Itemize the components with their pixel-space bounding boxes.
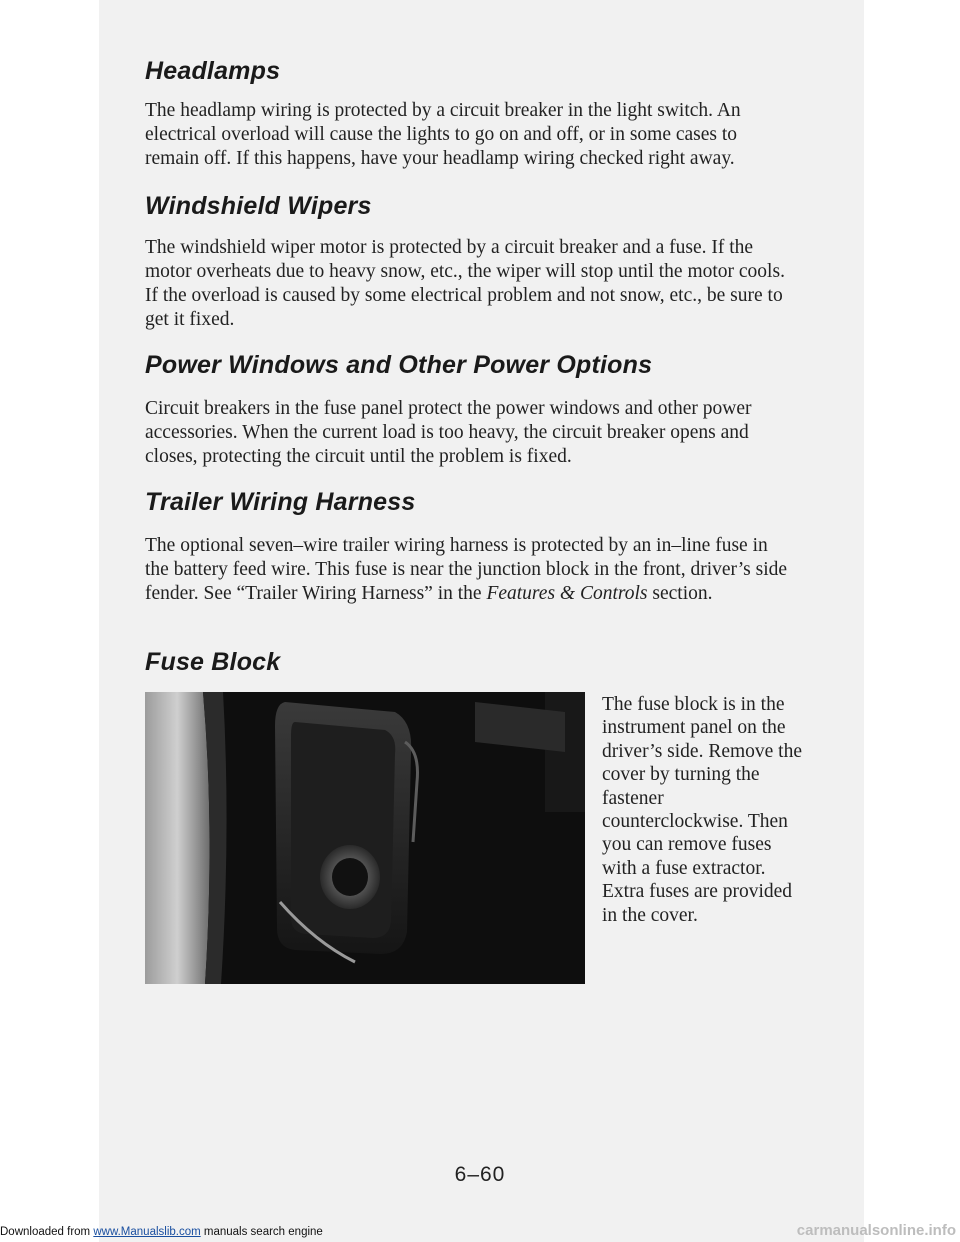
paragraph-trailer-text-1: The optional seven–wire trailer wiring harness is protected by an in–line fuse in the battery feed wire. This fuse is near the junction block in the front, driver’s side fender. See “Trailer Wiring Harness” in the (145, 535, 788, 604)
manual-page (99, 0, 864, 1242)
paragraph-fuse-block: The fuse block is in the instrument panel on the driver’s side. Remove the cover by turning the fastener counterclockwise. Then you can remove fuses with a fuse extractor. Extra fuses are provided in the cover. (602, 694, 803, 926)
paragraph-power-windows: Circuit breakers in the fuse panel protect the power windows and other power accessories. When the current load is too heavy, the circuit breaker opens and closes, protecting the circuit until the problem is fixed. (145, 398, 752, 467)
manualslib-link[interactable]: www.Manualslib.com (93, 1226, 201, 1238)
footer-download-note (0, 1226, 323, 1238)
heading-windshield-wipers: Windshield Wipers (145, 192, 372, 220)
page-number: 6–60 (454, 1163, 506, 1186)
paragraph-trailer-italic: Features & Controls (486, 583, 648, 604)
footer-prefix: Downloaded from (0, 1226, 94, 1238)
heading-trailer-wiring: Trailer Wiring Harness (145, 488, 416, 516)
paragraph-trailer-wiring (145, 534, 793, 606)
heading-headlamps: Headlamps (145, 57, 281, 85)
heading-fuse-block: Fuse Block (145, 648, 281, 676)
paragraph-headlamps: The headlamp wiring is protected by a circuit breaker in the light switch. An electrical overload will cause the lights to go on and off, or in some cases to remain off. If this happens, have your headlamp wiring checked right away. (145, 100, 741, 169)
paragraph-windshield-wipers: The windshield wiper motor is protected by a circuit breaker and a fuse. If the motor overheats due to heavy snow, etc., the wiper will stop until the motor cools. If the overload is caused by some electrical problem and not snow, etc., be sure to get it fixed. (145, 237, 785, 330)
fuse-block-photo (145, 692, 585, 984)
footer-suffix: manuals search engine (200, 1226, 323, 1238)
paragraph-trailer-text-2: section. (647, 583, 713, 604)
watermark-text: carmanualsonline.info (796, 1222, 956, 1239)
heading-power-windows: Power Windows and Other Power Options (145, 351, 653, 379)
